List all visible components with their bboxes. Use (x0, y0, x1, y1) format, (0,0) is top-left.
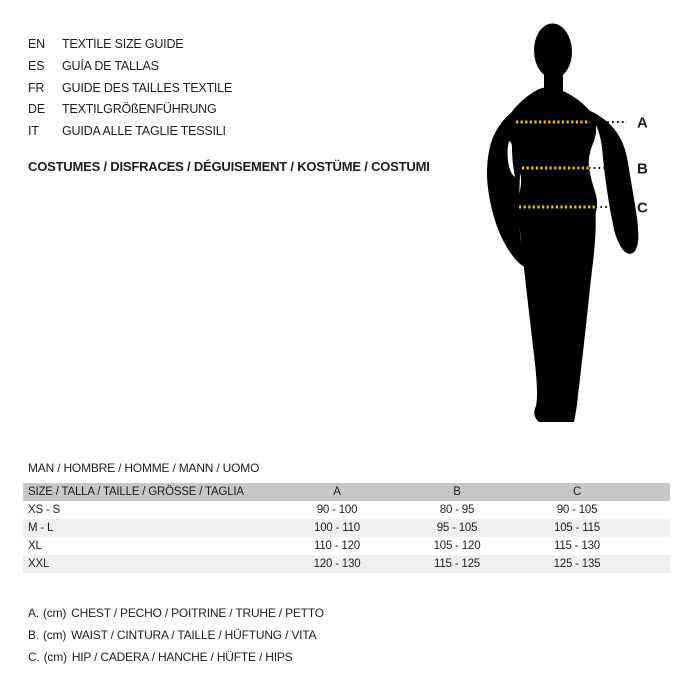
waist-line-label: B (637, 160, 648, 178)
row-spacer (637, 555, 670, 573)
legend-unit: (cm) (42, 606, 67, 620)
legend-unit: (cm) (43, 650, 67, 664)
chest-line-label: A (637, 114, 648, 132)
b-cell: 105 - 120 (433, 540, 481, 552)
category-title: COSTUMES / DISFRACES / DÉGUISEMENT / KOSTÜME / COSTUMI (28, 159, 430, 174)
a-cell: 120 - 130 (313, 558, 361, 570)
table-row (23, 501, 670, 519)
b-cell: 80 - 95 (439, 504, 475, 516)
legend-label: WAIST / CINTURA / TAILLE / HÜFTUNG / VITA (71, 628, 317, 642)
b-cell: 95 - 105 (436, 522, 478, 534)
language-row (28, 78, 232, 100)
language-code: FR (28, 80, 45, 95)
language-list (28, 34, 232, 143)
table-row (23, 519, 670, 537)
silhouette-torso (506, 87, 597, 218)
a-cell: 100 - 110 (314, 522, 360, 534)
language-name: GUÍA DE TALLAS (62, 58, 159, 73)
header-c-cell: C (572, 486, 582, 498)
c-cell: 90 - 105 (556, 504, 598, 516)
legend-key: C. (28, 650, 40, 664)
row-spacer (637, 537, 670, 555)
legend-row-waist (28, 624, 324, 646)
language-code: IT (28, 124, 39, 139)
legend-unit: (cm) (42, 628, 67, 642)
table-row (23, 537, 670, 555)
legend-key: B. (28, 628, 39, 642)
language-row (28, 121, 232, 143)
header-a-cell: A (333, 486, 341, 498)
size-table (23, 483, 670, 573)
male-silhouette-figure (460, 15, 680, 445)
table-section-title: MAN / HOMBRE / HOMME / MANN / UOMO (28, 461, 260, 475)
legend-row-chest (28, 602, 324, 624)
size-cell: M - L (28, 522, 54, 534)
size-cell: XS - S (28, 504, 61, 516)
language-row (28, 34, 232, 56)
header-size-cell: SIZE / TALLA / TAILLE / GRÖSSE / TAGLIA (28, 486, 244, 498)
c-cell: 125 - 135 (553, 558, 601, 570)
a-cell: 90 - 100 (316, 504, 358, 516)
language-code: EN (28, 37, 45, 51)
table-row (23, 555, 670, 573)
size-cell: XL (28, 540, 42, 552)
size-table-header (23, 483, 670, 501)
hip-line-label: C (637, 199, 648, 217)
silhouette-neck (544, 67, 563, 93)
legend-key: A. (28, 606, 39, 620)
legend-row-hip (28, 646, 324, 668)
language-name: TEXTILE SIZE GUIDE (62, 37, 184, 51)
language-code: ES (28, 58, 45, 73)
language-row (28, 56, 232, 78)
language-name: GUIDA ALLE TAGLIE TESSILI (62, 124, 226, 139)
language-row (28, 99, 232, 121)
silhouette-svg (460, 15, 680, 445)
row-spacer (637, 501, 670, 519)
silhouette-legs (518, 198, 596, 422)
b-cell: 115 - 125 (434, 558, 480, 570)
header-spacer (637, 483, 670, 501)
legend-label: CHEST / PECHO / POITRINE / TRUHE / PETTO (71, 606, 324, 620)
c-cell: 105 - 115 (554, 522, 600, 534)
size-cell: XXL (28, 558, 50, 570)
row-spacer (637, 519, 670, 537)
language-code: DE (28, 102, 45, 117)
measurement-legend (28, 602, 324, 668)
header-b-cell: B (453, 486, 461, 498)
legend-label: HIP / CADERA / HANCHE / HÜFTE / HIPS (71, 650, 293, 664)
a-cell: 110 - 120 (314, 540, 360, 552)
c-cell: 115 - 130 (554, 540, 600, 552)
language-name: TEXTILGRÖßENFÜHRUNG (62, 102, 217, 117)
language-name: GUIDE DES TAILLES TEXTILE (62, 80, 233, 95)
